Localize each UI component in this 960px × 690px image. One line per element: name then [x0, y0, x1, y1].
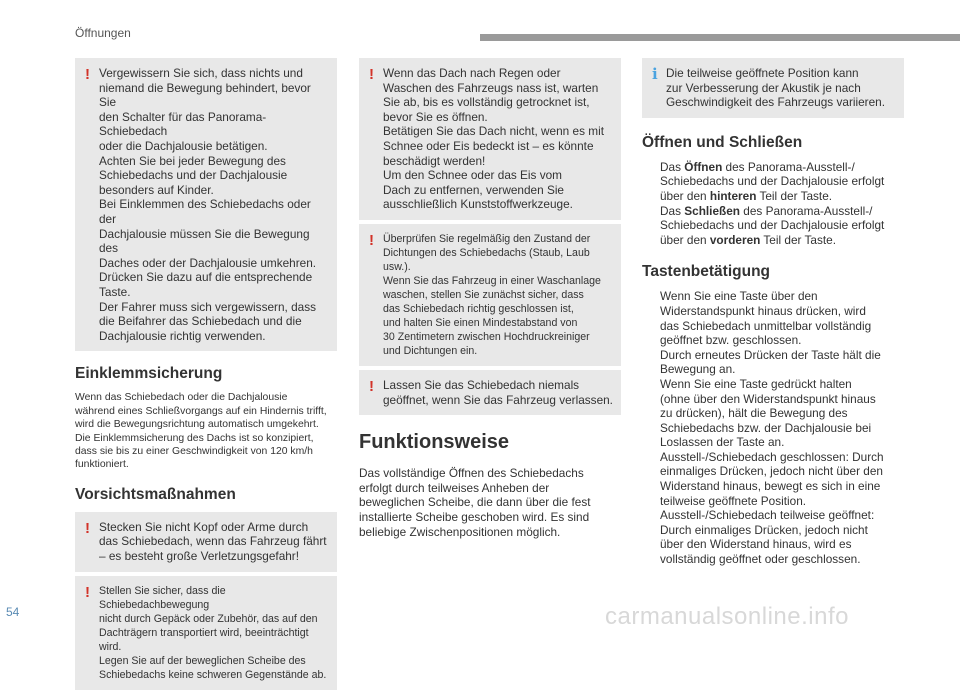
watermark: carmanualsonline.info [605, 603, 849, 630]
caution-text-2: Stellen Sie sicher, dass die Schiebedachbewegung nicht durch Gepäck oder Zubehör, das auf den Dachträgern transportiert wird, beeinträchtigt wird. Legen Sie auf der beweglichen Scheibe des Schiebedachs keine schweren Gegenstände ab. [99, 584, 327, 681]
caution-box-1 [75, 512, 337, 572]
warning-text-leave-open: Lassen Sie das Schiebedach niemals geöffnet, wenn Sie das Fahrzeug verlassen. [383, 377, 613, 407]
section-title: Öffnungen [75, 26, 131, 40]
warning-text: Vergewissern Sie sich, dass nichts und niemand die Bewegung behindert, bevor Sie den Schalter für das Panorama-Schiebedach oder die Dachjalousie betätigen. Achten Sie bei jeder Bewegung des Schiebedachs und der Dachjalousie besonders auf Kinder. Bei Einklemmen des Schiebedachs oder der Dachjalousie müssen Sie die Bewegung des Daches oder der Dachjalousie umkehren. Drücken Sie dazu auf die entsprechende Taste. Der Fahrer muss sich vergewissern, dass die Beifahrer das Schiebedach und die Dachjalousie richtig verwenden. [99, 66, 317, 343]
warning-icon: ! [369, 231, 374, 249]
open-close-list [642, 160, 904, 248]
heading-funktionsweise: Funktionsweise [359, 431, 510, 454]
list-item: Ausstell-/Schiebedach teilweise geöffnet: Durch einmaliges Drücken, jedoch nicht über den Widerstand hinaus, wird es vollständig geöffnet oder geschlossen. [660, 508, 875, 567]
list-item: Das Schließen des Panorama-Ausstell-/ Schiebedachs und der Dachjalousie erfolgt über den vorderen Teil der Taste. [660, 203, 885, 247]
info-text: Die teilweise geöffnete Position kann zur Verbesserung der Akustik je nach Geschwindigkeit des Fahrzeugs variieren. [666, 66, 886, 110]
heading-tastenbetaetigung: Tastenbetätigung [642, 263, 771, 281]
list-item: Wenn Sie eine Taste über den Widerstandspunkt hinaus drücken, wird das Schiebedach unmittelbar vollständig geöffnet bzw. geschlossen. [660, 289, 872, 348]
warning-box-seals [359, 224, 621, 366]
list-item: Ausstell-/Schiebedach geschlossen: Durch einmaliges Drücken, jedoch nicht über den Widerstand hinaus, bewegt es sich in eine teilweise geöffnete Position. [660, 449, 884, 508]
list-item: Durch erneutes Drücken der Taste hält die Bewegung an. [660, 347, 881, 377]
einklemmsicherung-text: Wenn das Schiebedach oder die Dachjalousie während eines Schließvorgangs auf ein Hindernis trifft, wird die Bewegungsrichtung automatisch umgekehrt. Die Einklemmsicherung des Dachs ist so konzipiert, dass sie bis zu einer Geschwindigkeit von 120 km/h funktioniert. [75, 392, 327, 471]
header-bar [480, 34, 960, 41]
caution-box-2 [75, 576, 337, 690]
warning-icon: ! [369, 377, 374, 395]
warning-text-seals: Überprüfen Sie regelmäßig den Zustand der Dichtungen des Schiebedachs (Staub, Laub usw.). Wenn Sie das Fahrzeug in einer Waschanlage waschen, stellen Sie zunächst sicher, dass das Schiebedach richtig geschlossen ist, und halten Sie einen Mindestabstand von 30 Zentimetern zwischen Hochdruckreiniger und Dichtungen ein. [383, 232, 601, 357]
warning-box-leave-open [359, 370, 621, 415]
heading-vorsichtsmassnahmen: Vorsichtsmaßnahmen [75, 485, 236, 503]
warning-text-wet-roof: Wenn das Dach nach Regen oder Waschen des Fahrzeugs nass ist, warten Sie ab, bis es vollständig getrocknet ist, bevor Sie es öffnen. Betätigen Sie das Dach nicht, wenn es mit Schnee oder Eis bedeckt ist – es könnte beschädigt werden! Um den Schnee oder das Eis vom Dach zu entfernen, verwenden Sie ausschließlich Kunststoffwerkzeuge. [383, 66, 604, 212]
heading-oeffnen-schliessen: Öffnen und Schließen [642, 133, 803, 151]
info-box [642, 58, 904, 118]
warning-box-wet-roof [359, 58, 621, 220]
column-right [642, 58, 904, 567]
warning-icon: ! [85, 583, 90, 601]
list-item: Das Öffnen des Panorama-Ausstell-/ Schiebedachs und der Dachjalousie erfolgt über den hinteren Teil der Taste. [660, 159, 885, 203]
page-number: 54 [6, 605, 20, 619]
funktionsweise-text: Das vollständige Öffnen des Schiebedachs erfolgt durch teilweises Anheben der beweglichen Scheibe, die dann über die fest installierte Scheibe geschoben wird. Es sind beliebige Zwischenpositionen möglich. [359, 466, 591, 539]
list-item: Wenn Sie eine Taste gedrückt halten (ohne über den Widerstandspunkt hinaus zu drücken), hält die Bewegung des Schiebedachs bzw. der Dachjalousie bei Loslassen der Taste an. [660, 376, 876, 450]
key-operation-list [642, 289, 904, 566]
warning-icon: ! [85, 519, 90, 537]
caution-text-1: Stecken Sie nicht Kopf oder Arme durch das Schiebedach, wenn das Fahrzeug fährt – es besteht große Verletzungsgefahr! [99, 519, 327, 563]
column-middle [359, 58, 621, 539]
heading-einklemmsicherung: Einklemmsicherung [75, 365, 223, 383]
warning-box [75, 58, 337, 351]
info-icon: i [652, 65, 658, 83]
warning-icon: ! [369, 66, 374, 83]
column-left [75, 58, 337, 690]
warning-icon: ! [85, 66, 90, 83]
